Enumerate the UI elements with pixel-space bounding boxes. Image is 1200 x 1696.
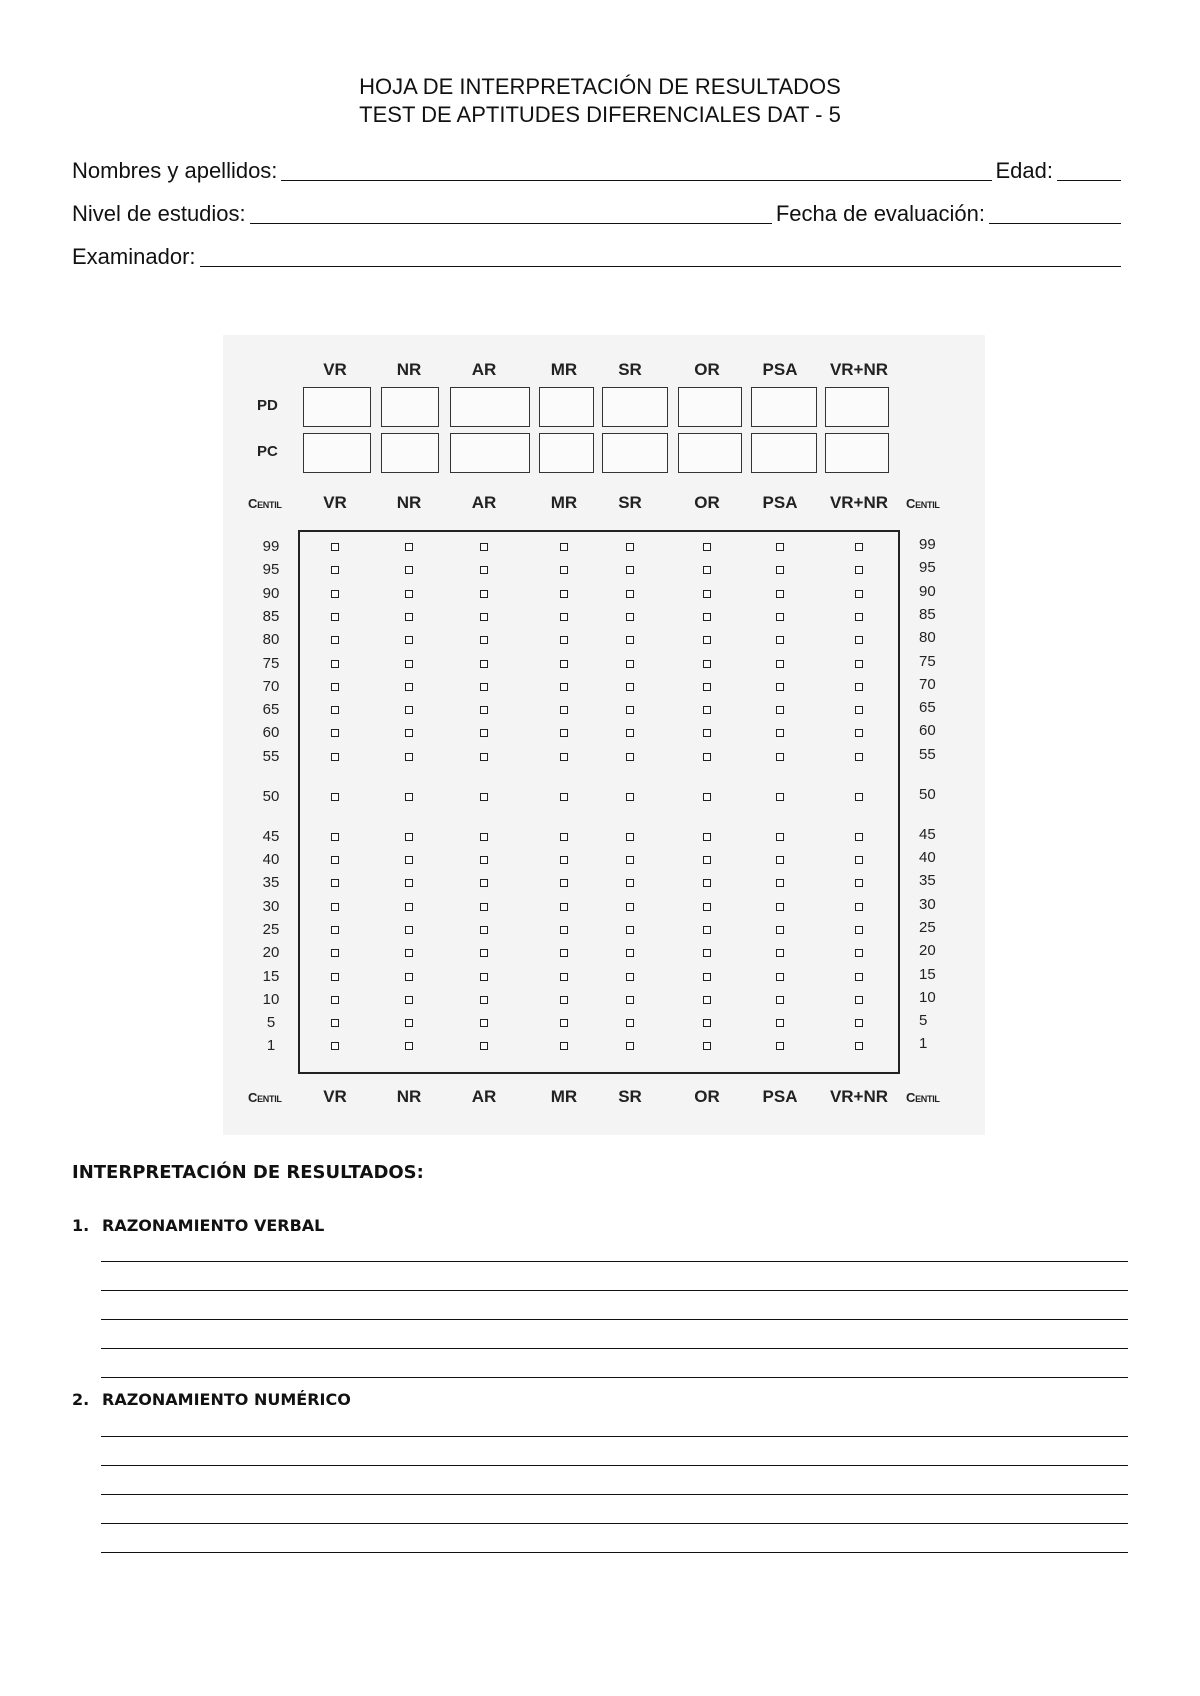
centile-marker[interactable]	[331, 1019, 339, 1027]
centile-marker[interactable]	[405, 566, 413, 574]
education-field[interactable]	[250, 201, 772, 224]
centile-label-right: 25	[919, 918, 936, 936]
examiner-label: Examinador:	[72, 244, 196, 269]
centile-marker[interactable]	[626, 973, 634, 981]
item-title-text: RAZONAMIENTO NUMÉRICO	[102, 1390, 351, 1409]
centile-marker[interactable]	[560, 753, 568, 761]
centile-marker[interactable]	[560, 613, 568, 621]
centile-marker[interactable]	[626, 566, 634, 574]
centile-marker[interactable]	[331, 543, 339, 551]
centile-marker[interactable]	[626, 543, 634, 551]
centile-marker[interactable]	[703, 613, 711, 621]
centile-label-left: 55	[262, 747, 280, 765]
centile-marker[interactable]	[331, 753, 339, 761]
centile-marker[interactable]	[626, 729, 634, 737]
column-header-mid-sr: SR	[618, 493, 642, 512]
centile-marker[interactable]	[405, 753, 413, 761]
interpretation-heading: INTERPRETACIÓN DE RESULTADOS:	[72, 1162, 424, 1183]
age-label: Edad:	[995, 158, 1053, 183]
column-header-top-or: OR	[694, 360, 720, 379]
centile-marker[interactable]	[703, 996, 711, 1004]
pd-input-psa[interactable]	[751, 387, 817, 427]
writing-line[interactable]	[101, 1552, 1128, 1553]
centile-marker[interactable]	[331, 833, 339, 841]
examiner-field[interactable]	[200, 244, 1121, 267]
education-label: Nivel de estudios:	[72, 201, 246, 226]
centile-label-left: 15	[262, 967, 280, 985]
centile-marker[interactable]	[855, 833, 863, 841]
centile-marker[interactable]	[331, 903, 339, 911]
centile-marker[interactable]	[626, 793, 634, 801]
centile-marker[interactable]	[405, 636, 413, 644]
centile-marker[interactable]	[331, 729, 339, 737]
centile-marker[interactable]	[855, 706, 863, 714]
column-header-mid-or: OR	[694, 493, 720, 512]
centile-marker[interactable]	[480, 793, 488, 801]
centile-label-left: 65	[262, 701, 280, 719]
centile-marker[interactable]	[405, 543, 413, 551]
centile-label-right: 30	[919, 895, 936, 913]
centile-marker[interactable]	[776, 856, 784, 864]
centile-marker[interactable]	[560, 949, 568, 957]
pd-input-ar[interactable]	[450, 387, 530, 427]
page-title: HOJA DE INTERPRETACIÓN DE RESULTADOS	[359, 74, 841, 99]
centile-label-right: 50	[919, 785, 936, 803]
centile-marker[interactable]	[405, 1042, 413, 1050]
centile-marker[interactable]	[626, 856, 634, 864]
centile-marker[interactable]	[776, 543, 784, 551]
centile-marker[interactable]	[703, 590, 711, 598]
column-header-bottom-mr: MR	[550, 1087, 578, 1106]
centile-marker[interactable]	[405, 613, 413, 621]
centile-marker[interactable]	[776, 1019, 784, 1027]
centile-marker[interactable]	[405, 879, 413, 887]
centile-label-left: 25	[262, 920, 280, 938]
centile-marker[interactable]	[855, 543, 863, 551]
pc-input-mr[interactable]	[539, 433, 594, 473]
centile-label-left: 85	[262, 607, 280, 625]
centile-marker[interactable]	[776, 973, 784, 981]
centile-marker[interactable]	[560, 793, 568, 801]
centile-label-left: 30	[262, 897, 280, 915]
centile-marker[interactable]	[626, 683, 634, 691]
centile-label-left: 10	[262, 990, 280, 1008]
centile-label-left: 40	[262, 851, 280, 868]
centile-label-left: 60	[262, 724, 280, 742]
age-field[interactable]	[1057, 158, 1121, 181]
writing-line[interactable]	[101, 1348, 1128, 1349]
centile-marker[interactable]	[560, 636, 568, 644]
centile-label-left: 5	[266, 1014, 276, 1032]
centile-marker[interactable]	[560, 543, 568, 551]
profile-chart	[223, 335, 985, 1135]
centil-label-right-bottom: Centil	[906, 1090, 940, 1105]
pc-input-ar[interactable]	[450, 433, 530, 473]
centile-marker[interactable]	[776, 903, 784, 911]
centile-marker[interactable]	[331, 1042, 339, 1050]
centile-label-right: 10	[919, 988, 936, 1006]
centile-marker[interactable]	[480, 833, 488, 841]
centile-marker[interactable]	[855, 793, 863, 801]
centile-marker[interactable]	[405, 590, 413, 598]
education-date-row	[72, 197, 1125, 227]
eval-date-label: Fecha de evaluación:	[775, 201, 985, 226]
column-header-mid-vr-nr: VR+NR	[829, 493, 889, 512]
writing-line[interactable]	[101, 1523, 1128, 1524]
centile-marker[interactable]	[405, 833, 413, 841]
centile-marker[interactable]	[480, 613, 488, 621]
centile-label-left: 20	[262, 944, 280, 962]
centile-marker[interactable]	[855, 590, 863, 598]
pc-input-sr[interactable]	[602, 433, 668, 473]
centile-label-right: 20	[919, 942, 936, 960]
centile-marker[interactable]	[776, 660, 784, 668]
centile-marker[interactable]	[331, 996, 339, 1004]
centile-grid-frame	[298, 530, 900, 1074]
centile-label-right: 35	[919, 872, 936, 890]
centile-marker[interactable]	[703, 566, 711, 574]
examiner-row	[72, 240, 1125, 270]
centile-marker[interactable]	[331, 879, 339, 887]
column-header-mid-psa: PSA	[762, 493, 798, 512]
column-header-bottom-vr: VR	[323, 1087, 347, 1106]
writing-line[interactable]	[101, 1465, 1128, 1466]
centile-label-left: 95	[262, 561, 280, 579]
centile-marker[interactable]	[855, 636, 863, 644]
column-header-top-sr: SR	[618, 360, 642, 379]
centile-marker[interactable]	[703, 1042, 711, 1050]
centile-marker[interactable]	[331, 566, 339, 574]
centile-marker[interactable]	[703, 833, 711, 841]
centile-marker[interactable]	[703, 636, 711, 644]
centile-marker[interactable]	[405, 660, 413, 668]
centile-label-right: 55	[919, 745, 936, 763]
centile-marker[interactable]	[405, 949, 413, 957]
centile-marker[interactable]	[405, 926, 413, 934]
centile-marker[interactable]	[480, 753, 488, 761]
column-header-bottom-vr-nr: VR+NR	[829, 1087, 889, 1106]
centile-marker[interactable]	[560, 1042, 568, 1050]
centile-marker[interactable]	[405, 1019, 413, 1027]
centile-marker[interactable]	[480, 1019, 488, 1027]
centil-label-left-mid: Centil	[248, 496, 282, 511]
centile-marker[interactable]	[776, 996, 784, 1004]
centile-marker[interactable]	[331, 590, 339, 598]
column-header-top-psa: PSA	[762, 360, 798, 379]
centile-marker[interactable]	[703, 543, 711, 551]
centile-marker[interactable]	[776, 949, 784, 957]
centile-marker[interactable]	[703, 793, 711, 801]
centile-marker[interactable]	[331, 636, 339, 644]
centile-marker[interactable]	[480, 729, 488, 737]
centile-marker[interactable]	[626, 753, 634, 761]
centile-marker[interactable]	[855, 879, 863, 887]
writing-line[interactable]	[101, 1290, 1128, 1291]
centile-marker[interactable]	[855, 973, 863, 981]
centile-marker[interactable]	[776, 1042, 784, 1050]
centile-label-right: 65	[919, 699, 936, 717]
pd-input-nr[interactable]	[381, 387, 439, 427]
centile-label-right: 70	[919, 675, 936, 693]
centile-label-right: 5	[919, 1012, 928, 1030]
centile-marker[interactable]	[480, 636, 488, 644]
writing-line[interactable]	[101, 1377, 1128, 1378]
centile-marker[interactable]	[855, 949, 863, 957]
centile-marker[interactable]	[480, 543, 488, 551]
centile-marker[interactable]	[776, 753, 784, 761]
centile-marker[interactable]	[626, 949, 634, 957]
centile-marker[interactable]	[480, 660, 488, 668]
centile-marker[interactable]	[855, 729, 863, 737]
centile-marker[interactable]	[405, 903, 413, 911]
centile-marker[interactable]	[560, 706, 568, 714]
centile-marker[interactable]	[626, 903, 634, 911]
centile-marker[interactable]	[776, 590, 784, 598]
centile-marker[interactable]	[626, 1019, 634, 1027]
centile-marker[interactable]	[626, 833, 634, 841]
column-header-bottom-or: OR	[694, 1087, 720, 1106]
centile-marker[interactable]	[405, 973, 413, 981]
centile-marker[interactable]	[560, 926, 568, 934]
centile-marker[interactable]	[405, 996, 413, 1004]
centile-marker[interactable]	[855, 566, 863, 574]
centile-marker[interactable]	[480, 590, 488, 598]
writing-line[interactable]	[101, 1436, 1128, 1437]
centile-marker[interactable]	[776, 613, 784, 621]
centile-marker[interactable]	[776, 793, 784, 801]
centile-marker[interactable]	[480, 683, 488, 691]
centile-marker[interactable]	[626, 996, 634, 1004]
column-header-mid-mr: MR	[550, 493, 578, 512]
centile-marker[interactable]	[560, 856, 568, 864]
centile-marker[interactable]	[331, 973, 339, 981]
centile-marker[interactable]	[626, 879, 634, 887]
centile-label-right: 80	[919, 629, 936, 647]
centile-marker[interactable]	[855, 903, 863, 911]
column-header-mid-nr: NR	[396, 493, 422, 512]
pd-label: PD	[257, 397, 278, 414]
centile-marker[interactable]	[626, 660, 634, 668]
column-header-mid-ar: AR	[471, 493, 497, 512]
centile-marker[interactable]	[776, 566, 784, 574]
writing-line[interactable]	[101, 1261, 1128, 1262]
centile-label-right: 95	[919, 559, 936, 577]
centile-marker[interactable]	[776, 879, 784, 887]
centile-marker[interactable]	[405, 683, 413, 691]
writing-line[interactable]	[101, 1319, 1128, 1320]
column-header-top-nr: NR	[396, 360, 422, 379]
centile-marker[interactable]	[626, 926, 634, 934]
centile-label-left: 75	[262, 654, 280, 672]
centile-marker[interactable]	[480, 903, 488, 911]
centile-marker[interactable]	[405, 856, 413, 864]
pc-input-or[interactable]	[678, 433, 742, 473]
column-header-top-vr: VR	[323, 360, 347, 379]
centile-marker[interactable]	[480, 1042, 488, 1050]
pd-input-vr[interactable]	[303, 387, 371, 427]
centile-label-left: 50	[262, 787, 280, 805]
centile-marker[interactable]	[560, 833, 568, 841]
centile-marker[interactable]	[331, 949, 339, 957]
centile-marker[interactable]	[703, 903, 711, 911]
centile-marker[interactable]	[560, 683, 568, 691]
centile-label-left: 45	[262, 827, 280, 845]
centile-label-left: 99	[262, 538, 280, 555]
centile-label-left: 1	[266, 1037, 276, 1055]
centil-label-left-bottom: Centil	[248, 1090, 282, 1105]
centile-marker[interactable]	[331, 683, 339, 691]
centile-marker[interactable]	[405, 793, 413, 801]
centile-marker[interactable]	[626, 590, 634, 598]
centile-label-left: 35	[262, 874, 280, 892]
item-number: 2.	[72, 1390, 90, 1409]
column-header-bottom-ar: AR	[471, 1087, 497, 1106]
centile-marker[interactable]	[405, 706, 413, 714]
centile-marker[interactable]	[480, 706, 488, 714]
centile-marker[interactable]	[560, 566, 568, 574]
pd-input-mr[interactable]	[539, 387, 594, 427]
centile-marker[interactable]	[626, 1042, 634, 1050]
centile-label-right: 40	[919, 849, 936, 866]
centile-marker[interactable]	[703, 706, 711, 714]
centile-marker[interactable]	[703, 660, 711, 668]
centile-label-right: 90	[919, 582, 936, 600]
name-label: Nombres y apellidos:	[72, 158, 278, 183]
centile-marker[interactable]	[480, 996, 488, 1004]
name-age-row	[72, 154, 1125, 184]
centile-marker[interactable]	[776, 706, 784, 714]
centile-label-right: 45	[919, 825, 936, 843]
item-verbal-title	[72, 1216, 324, 1235]
pc-label: PC	[257, 443, 278, 460]
pc-input-vr[interactable]	[303, 433, 371, 473]
centile-marker[interactable]	[855, 856, 863, 864]
centile-marker[interactable]	[776, 729, 784, 737]
centile-marker[interactable]	[331, 706, 339, 714]
centile-marker[interactable]	[703, 879, 711, 887]
writing-line[interactable]	[101, 1494, 1128, 1495]
pd-input-sr[interactable]	[602, 387, 668, 427]
centile-marker[interactable]	[480, 926, 488, 934]
centile-marker[interactable]	[855, 753, 863, 761]
centile-marker[interactable]	[331, 926, 339, 934]
pc-input-vr-nr[interactable]	[825, 433, 889, 473]
column-header-top-ar: AR	[471, 360, 497, 379]
centil-label-right-mid: Centil	[906, 496, 940, 511]
centile-marker[interactable]	[855, 660, 863, 668]
centile-marker[interactable]	[560, 879, 568, 887]
centile-marker[interactable]	[703, 1019, 711, 1027]
centile-label-left: 70	[262, 677, 280, 695]
centile-marker[interactable]	[703, 753, 711, 761]
centile-marker[interactable]	[480, 949, 488, 957]
centile-marker[interactable]	[560, 903, 568, 911]
centile-marker[interactable]	[855, 613, 863, 621]
centile-marker[interactable]	[560, 996, 568, 1004]
centile-marker[interactable]	[480, 856, 488, 864]
centile-marker[interactable]	[331, 856, 339, 864]
centile-label-right: 1	[919, 1035, 928, 1053]
centile-marker[interactable]	[480, 879, 488, 887]
centile-marker[interactable]	[855, 1042, 863, 1050]
centile-label-right: 15	[919, 965, 936, 983]
centile-marker[interactable]	[480, 566, 488, 574]
item-number: 1.	[72, 1216, 90, 1235]
centile-marker[interactable]	[776, 833, 784, 841]
item-numeric-title	[72, 1390, 351, 1409]
centile-marker[interactable]	[776, 926, 784, 934]
column-header-top-mr: MR	[550, 360, 578, 379]
centile-label-right: 60	[919, 722, 936, 740]
centile-marker[interactable]	[560, 729, 568, 737]
centile-marker[interactable]	[331, 660, 339, 668]
centile-marker[interactable]	[560, 1019, 568, 1027]
centile-marker[interactable]	[703, 856, 711, 864]
column-header-bottom-sr: SR	[618, 1087, 642, 1106]
centile-marker[interactable]	[626, 613, 634, 621]
pd-input-or[interactable]	[678, 387, 742, 427]
column-header-bottom-nr: NR	[396, 1087, 422, 1106]
centile-marker[interactable]	[405, 729, 413, 737]
centile-marker[interactable]	[703, 949, 711, 957]
column-header-bottom-psa: PSA	[762, 1087, 798, 1106]
centile-marker[interactable]	[855, 926, 863, 934]
centile-marker[interactable]	[560, 660, 568, 668]
centile-label-right: 85	[919, 605, 936, 623]
name-field[interactable]	[281, 158, 991, 181]
centile-marker[interactable]	[703, 926, 711, 934]
pc-input-nr[interactable]	[381, 433, 439, 473]
centile-marker[interactable]	[626, 636, 634, 644]
centile-label-left: 80	[262, 631, 280, 649]
page-subtitle: TEST DE APTITUDES DIFERENCIALES DAT - 5	[359, 102, 841, 127]
pd-input-vr-nr[interactable]	[825, 387, 889, 427]
centile-marker[interactable]	[776, 636, 784, 644]
centile-marker[interactable]	[703, 729, 711, 737]
centile-marker[interactable]	[855, 1019, 863, 1027]
pc-input-psa[interactable]	[751, 433, 817, 473]
centile-label-right: 99	[919, 536, 936, 553]
centile-marker[interactable]	[331, 793, 339, 801]
centile-marker[interactable]	[855, 683, 863, 691]
centile-marker[interactable]	[855, 996, 863, 1004]
centile-marker[interactable]	[776, 683, 784, 691]
column-header-mid-vr: VR	[323, 493, 347, 512]
eval-date-field[interactable]	[989, 201, 1121, 224]
item-title-text: RAZONAMIENTO VERBAL	[102, 1216, 325, 1235]
centile-marker[interactable]	[626, 706, 634, 714]
centile-marker[interactable]	[703, 683, 711, 691]
centile-marker[interactable]	[703, 973, 711, 981]
centile-marker[interactable]	[560, 973, 568, 981]
centile-marker[interactable]	[480, 973, 488, 981]
column-header-top-vr-nr: VR+NR	[829, 360, 889, 379]
centile-marker[interactable]	[331, 613, 339, 621]
centile-label-left: 90	[262, 584, 280, 602]
centile-label-right: 75	[919, 652, 936, 670]
centile-marker[interactable]	[560, 590, 568, 598]
